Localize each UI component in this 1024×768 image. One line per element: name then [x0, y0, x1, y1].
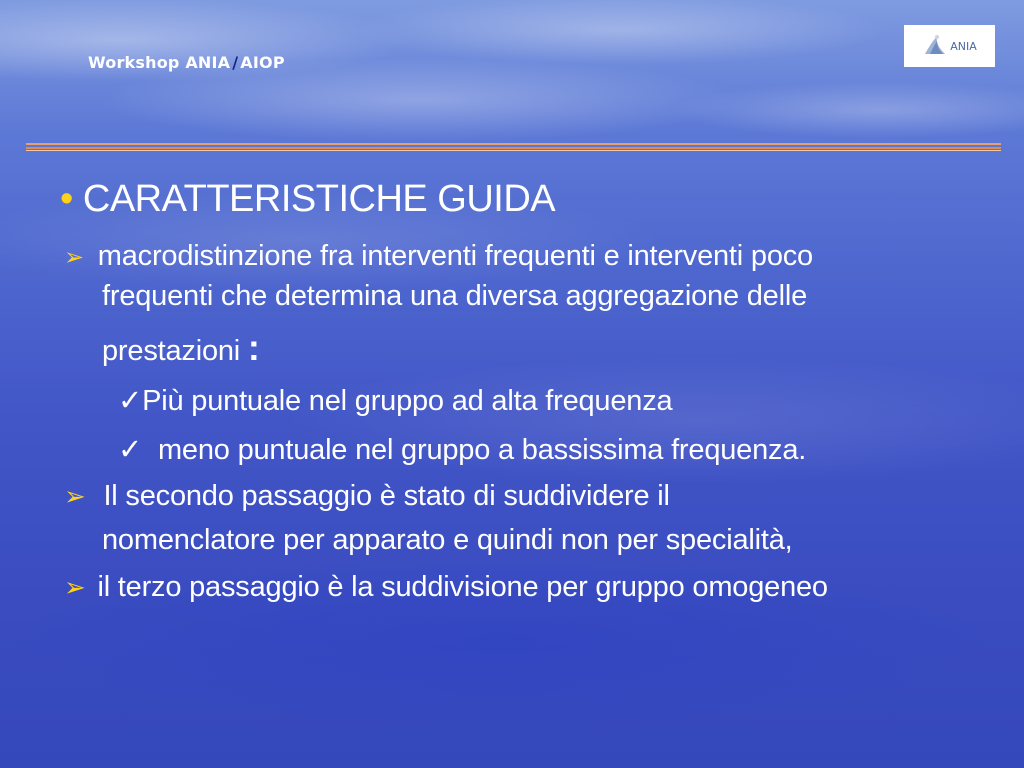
ania-logo-text: ANIA — [950, 39, 977, 53]
ania-logo — [904, 25, 995, 67]
ania-logo-icon — [922, 33, 948, 59]
item3-text: il terzo passaggio è la suddivisione per gruppo omogeneo — [97, 571, 828, 603]
header-rule-bottom — [26, 150, 1001, 151]
sub-item-1 — [118, 383, 672, 418]
header-title — [88, 53, 285, 72]
item1-line3 — [102, 327, 260, 369]
arrow-bullet-icon: ➢ — [64, 572, 86, 602]
check-icon: ✓ — [118, 434, 143, 466]
arrow-bullet-icon: ➢ — [64, 244, 84, 271]
item1-text-line3: prestazioni — [102, 335, 241, 367]
item1-line2: frequenti che determina una diversa aggregazione delle — [102, 280, 808, 312]
item1-text-line1: macrodistinzione fra interventi frequenti e interventi poco — [97, 240, 813, 272]
sub-item-2-text: meno puntuale nel gruppo a bassissima frequenza. — [157, 434, 807, 466]
item2-text-line1: Il secondo passaggio è stato di suddividere il — [103, 480, 670, 512]
sub-item-1-text: Più puntuale nel gruppo ad alta frequenza — [142, 385, 673, 417]
item2-line1 — [64, 480, 670, 513]
item3-line — [64, 571, 828, 604]
main-bullet — [60, 178, 555, 221]
item2-line2: nomenclatore per apparato e quindi non per specialità, — [102, 524, 793, 556]
sub-item-2 — [118, 432, 806, 467]
item1-line1 — [64, 240, 813, 273]
bullet-dot-icon: • — [60, 178, 73, 220]
arrow-bullet-icon: ➢ — [64, 481, 86, 511]
check-icon: ✓ — [118, 385, 143, 417]
item1-colon: : — [247, 327, 260, 368]
main-heading-text: CARATTERISTICHE GUIDA — [82, 178, 556, 220]
header-title-right: AIOP — [240, 53, 285, 72]
header-rule-middle — [26, 147, 1001, 149]
header-title-left: Workshop ANIA — [88, 53, 231, 72]
header-slash: / — [232, 53, 239, 72]
header-rule-top — [26, 143, 1001, 145]
